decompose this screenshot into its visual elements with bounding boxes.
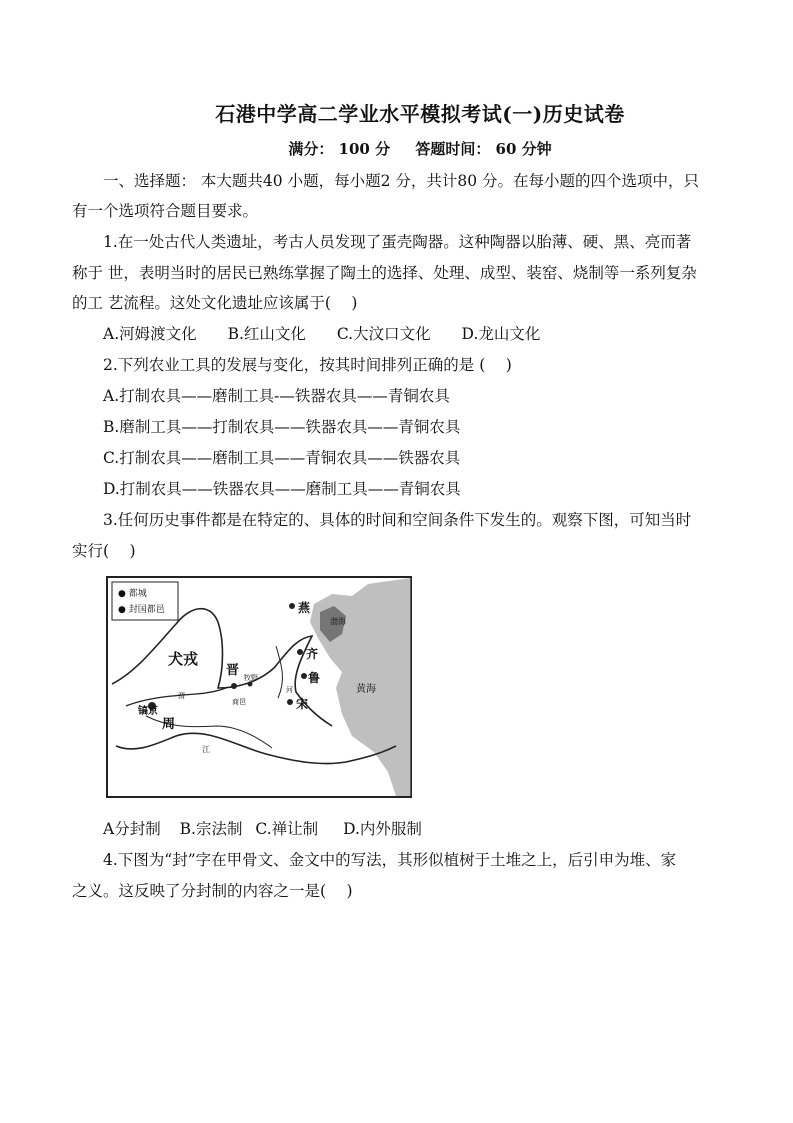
label-wei: 渭 [178,692,185,700]
label-jin: 晋 [226,663,240,678]
q1-stem-3: 的工 艺流程。这处文化遗址应该属于( ) [72,294,358,312]
section-heading-cont: 有一个选项符合题目要求。 [72,202,259,220]
q2-stem: 2.下列农业工具的发展与变化，按其时间排列正确的是 ( ) [103,356,512,374]
q1-option-d[interactable]: D.龙山文化 [461,325,541,343]
q3-stem-1: 3.任何历史事件都是在特定的、具体的时间和空间条件下发生的。观察下图，可知当时 [103,511,692,529]
q3-options [103,818,753,840]
q3-option-a[interactable]: A分封制 [103,820,161,838]
full-score: 满分： 100 分 [288,140,391,158]
legend-fief: ● 封国都邑 [118,605,165,615]
q4-stem-2: 之义。这反映了分封制的内容之一是( ) [72,882,353,900]
label-shang: 商邑 [232,698,246,706]
q1-option-c[interactable]: C.大汶口文化 [336,325,431,343]
exam-title: 石港中学高二学业水平模拟考试(一)历史试卷 [215,102,625,126]
q1-option-b[interactable]: B.红山文化 [227,325,306,343]
q3-option-b[interactable]: B.宗法制 [179,820,243,838]
label-huanghai: 黄海 [356,684,376,695]
label-qi: 齐 [306,647,319,661]
q4-stem-1: 4.下图为“封”字在甲骨文、金文中的写法，其形似植树于土堆之上，后引申为堆、家 [103,851,677,869]
label-yan: 燕 [298,601,311,615]
label-zhou: 周 [162,717,176,732]
exam-meta [0,138,793,159]
label-haojing: 镐京 [138,706,158,717]
q3-option-d[interactable]: D.内外服制 [343,820,422,838]
label-bohai: 渤海 [330,617,346,626]
label-song: 宋 [296,697,309,711]
q1-option-a[interactable]: A.河姆渡文化 [103,325,197,343]
legend-capital: ● 都城 [118,589,147,599]
label-muye: 牧野 [244,674,258,682]
q1-stem-1: 1.在一处古代人类遗址，考古人员发现了蛋壳陶器。这种陶器以胎薄、硬、黑、亮而著 [103,233,692,251]
q2-option-c[interactable]: C.打制农具——磨制工具——青铜农具——铁器农具 [103,449,461,467]
western-zhou-map [106,576,412,798]
q2-option-d[interactable]: D.打制农具——铁器农具——磨制工具——青铜农具 [103,480,461,498]
label-jiang: 江 [202,745,210,754]
label-rong: 犬戎 [168,650,199,668]
label-lu: 鲁 [308,671,321,685]
section-heading: 一、选择题： 本大题共40 小题，每小题2 分，共计80 分。在每小题的四个选项中，只 [103,172,700,190]
q3-option-c[interactable]: C.禅让制 [255,820,319,838]
q1-stem-2: 称于 世，表明当时的居民已熟练掌握了陶土的选择、处理、成型、装窑、烧制等一系列复杂 [72,264,697,282]
q3-stem-2: 实行( ) [72,542,136,560]
label-he: 河 [286,686,293,694]
q2-option-b[interactable]: B.磨制工具——打制农具——铁器农具——青铜农具 [103,418,461,436]
q2-option-a[interactable]: A.打制农具——磨制工具-—铁器农具——青铜农具 [103,387,450,405]
time-limit: 答题时间： 60 分钟 [415,140,552,158]
q1-options [103,323,753,345]
